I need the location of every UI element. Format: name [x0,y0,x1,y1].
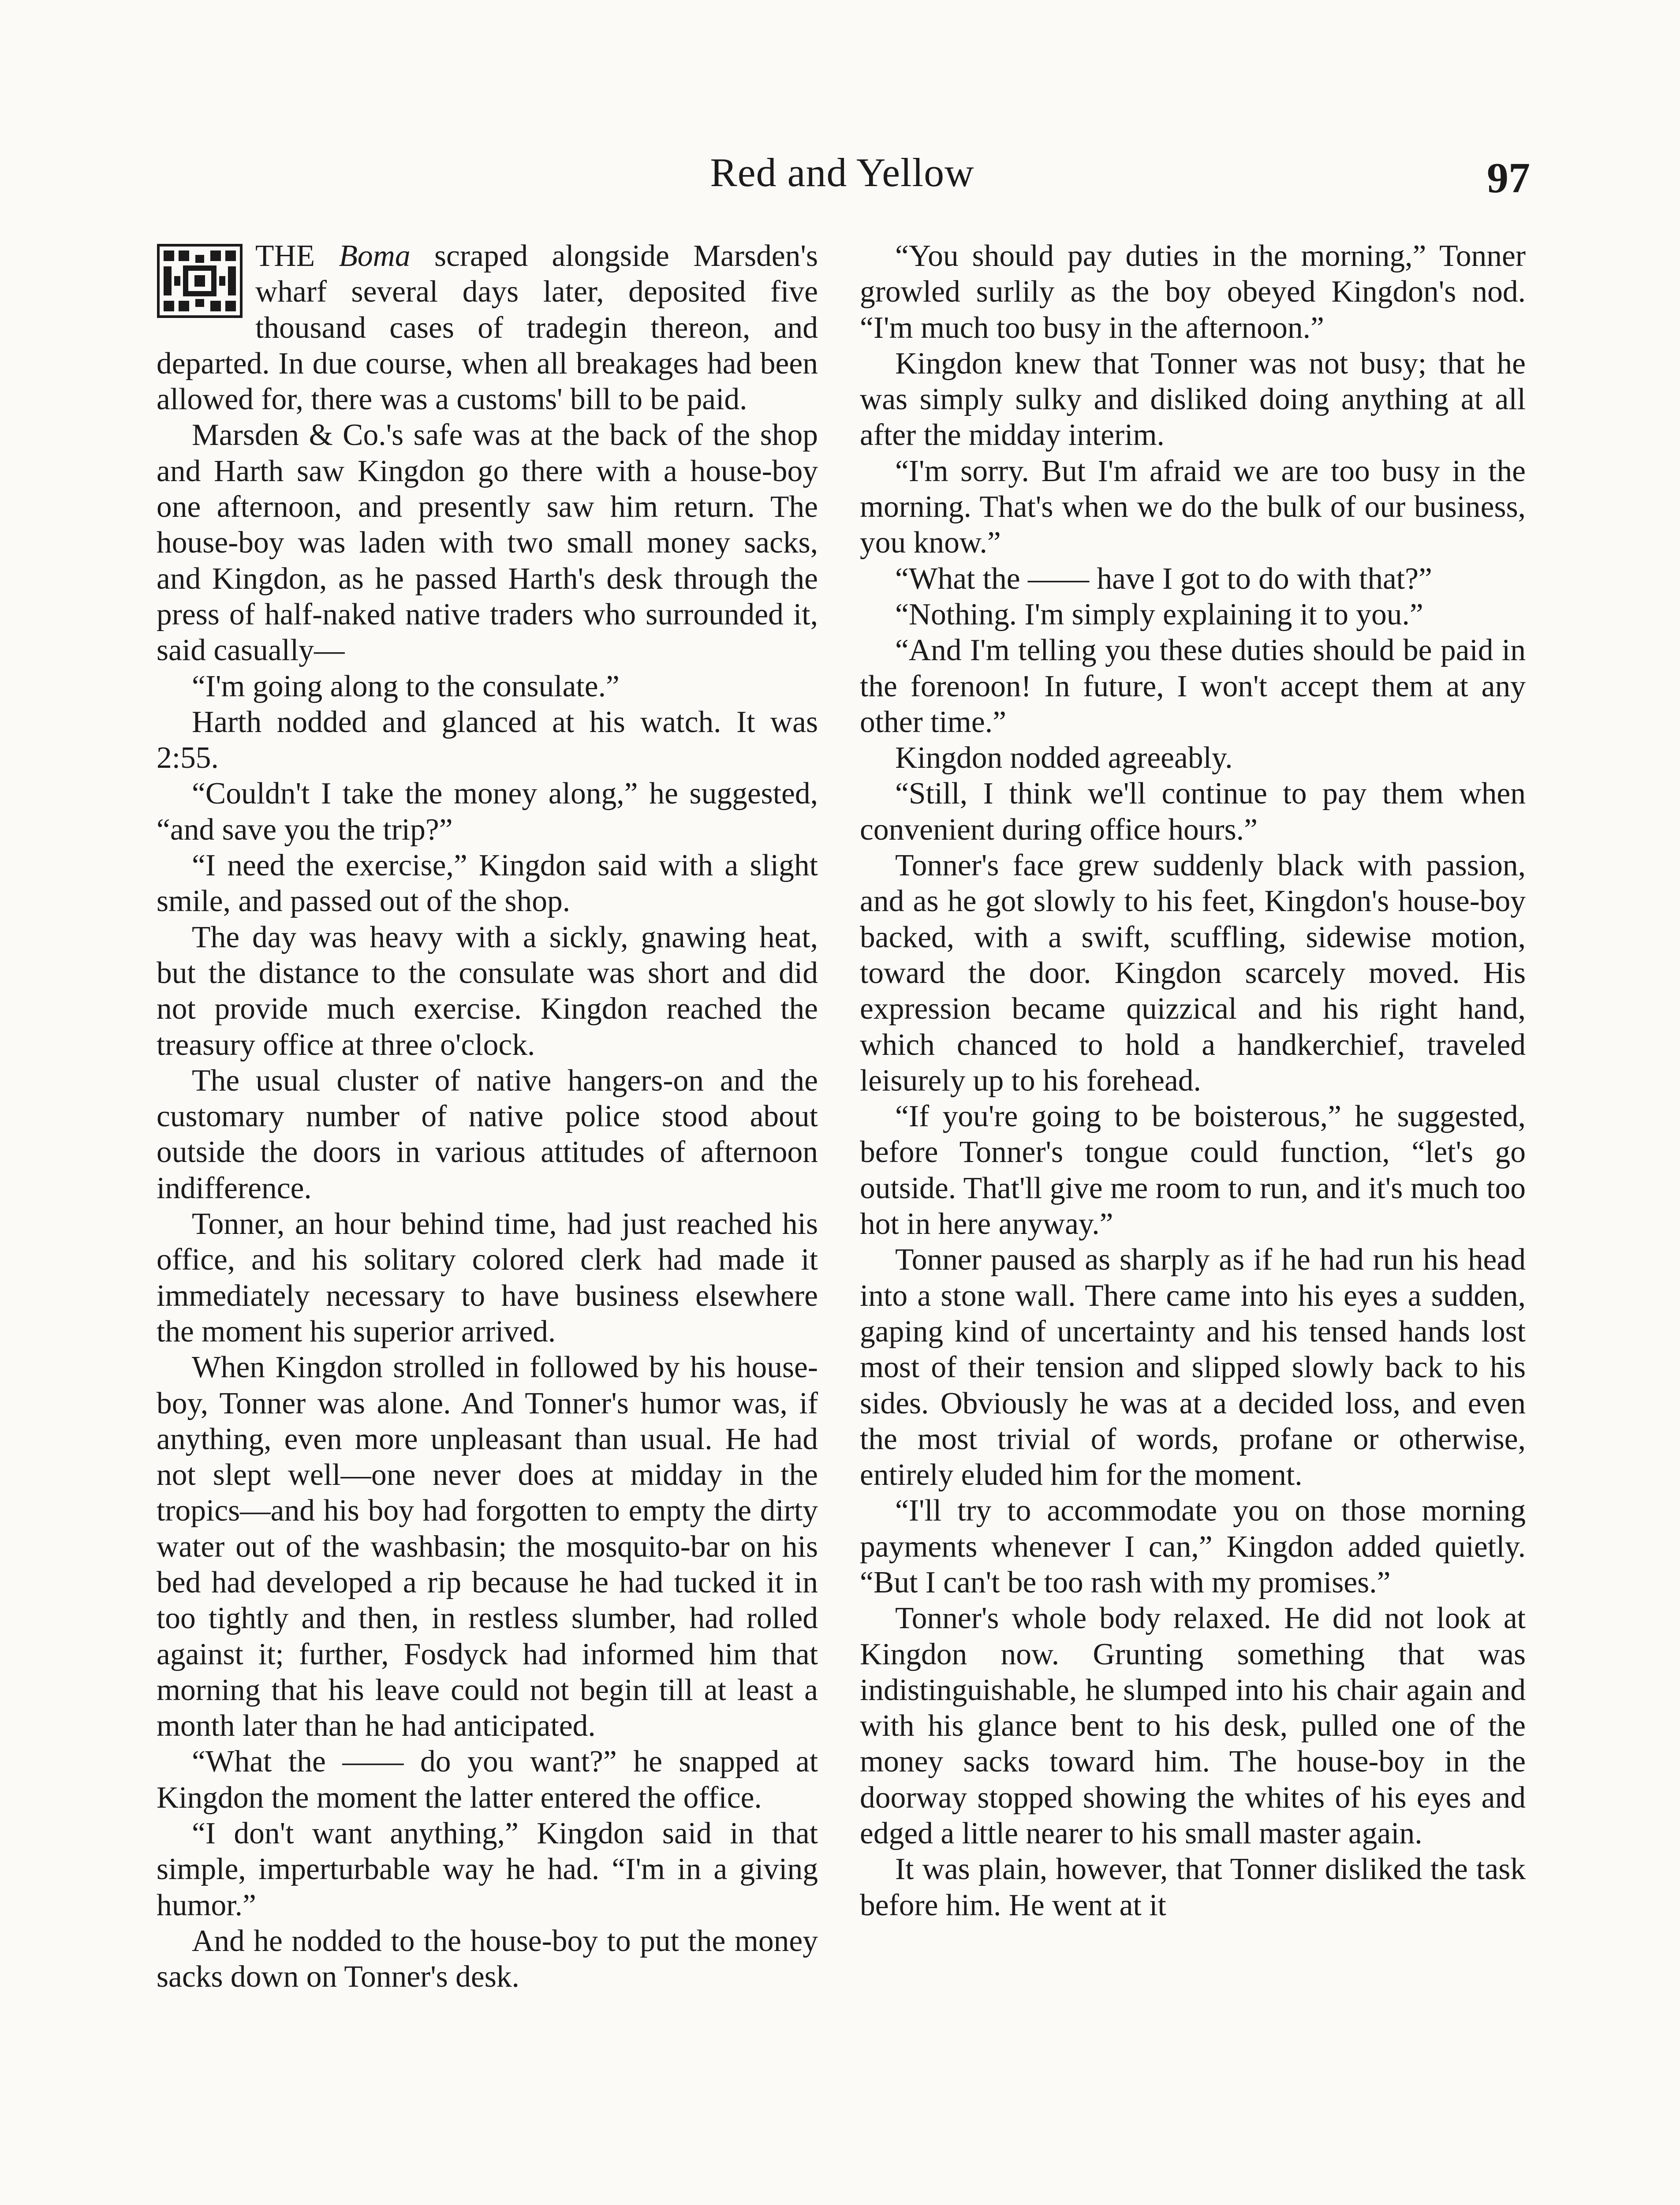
paragraph: “I'm sorry. But I'm afraid we are too busy in the morning. That's when we do the bulk of our business, you know.” [860,454,1526,560]
ship-name: Boma [339,239,411,273]
page-number: 97 [1487,154,1530,202]
paragraph: Marsden & Co.'s safe was at the back of the shop and Harth saw Kingdon go there with a house-boy one afternoon, and presently saw him return. The house-boy was laden with two small money sacks, and Kingdon, as he passed Harth's desk through the press of half-naked native traders who surrounded it, said casually— [157,418,818,668]
paragraph: When Kingdon strolled in followed by his house-boy, Tonner was alone. And Tonner's humor was, if anything, even more unpleasant than usual. He had not slept well—one never does at midday in the tropics—and his boy had forgotten to empty the dirty water out of the washbasin; the mosquito-bar on his bed had developed a rip because he had tucked it in too tightly and then, in restless slumber, had rolled against it; further, Fosdyck had informed him that morning that his leave could not begin till at least a month later than he had anticipated. [157,1350,818,1743]
decorative-initial-ornament [157,243,243,318]
right-column [860,238,1526,1923]
paragraph: “Nothing. I'm simply explaining it to you.” [895,597,1423,632]
running-title: Red and Yellow [710,150,974,195]
paragraph: Tonner's whole body relaxed. He did not look at Kingdon now. Grunting something that was indistinguishable, he slumped into his chair again and with his glance bent to his desk, pulled one of the money sacks toward him. The house-boy in the doorway stopped showing the whites of his eyes and edged a little nearer to his small master again. [860,1601,1526,1851]
paragraph: “Still, I think we'll continue to pay them when convenient during office hours.” [860,777,1526,847]
paragraph: “What the —— do you want?” he snapped at Kingdon the moment the latter entered the office. [157,1745,818,1815]
opening-text: scraped alongside Marsden's wharf several days later, deposited five thousand cases of tradegin thereon, and departed. In due course, when all breakages had been allowed for, there was a customs' bill to be paid. [157,239,818,417]
paragraph: “Couldn't I take the money along,” he suggested, “and save you the trip?” [157,777,818,847]
paragraph: The day was heavy with a sickly, gnawing heat, but the distance to the consulate was short and did not provide much exercise. Kingdon reached the treasury office at three o'clock. [157,920,818,1062]
running-head [154,141,1530,207]
paragraph: Harth nodded and glanced at his watch. It was 2:55. [157,705,818,775]
paragraph: Tonner's face grew suddenly black with passion, and as he got slowly to his feet, Kingdon's house-boy backed, with a swift, scuffling, sidewise motion, toward the door. Kingdon scarcely moved. His expression became quizzical and his right hand, which chanced to hold a handkerchief, traveled leisurely up to his forehead. [860,848,1526,1098]
paragraph: Kingdon knew that Tonner was not busy; that he was simply sulky and disliked doing anything at all after the midday interim. [860,346,1526,452]
paragraph: The usual cluster of native hangers-on and the customary number of native police stood about outside the doors in various attitudes of afternoon indifference. [157,1063,818,1205]
paragraph: Tonner paused as sharply as if he had run his head into a stone wall. There came into his eyes a sudden, gaping kind of uncertainty and his tensed hands lost most of their tension and slipped slowly back to his sides. Obviously he was at a decided loss, and even the most trivial of words, profane or otherwise, entirely eluded him for the moment. [860,1243,1526,1492]
paragraph: Kingdon nodded agreeably. [895,741,1233,775]
paragraph: “I'll try to accommodate you on those morning payments whenever I can,” Kingdon added quietly. “But I can't be too rash with my promises.” [860,1494,1526,1600]
paragraph: Tonner, an hour behind time, had just reached his office, and his solitary colored clerk had made it immediately necessary to have business elsewhere the moment his superior arrived. [157,1207,818,1349]
opening-paragraph [157,238,818,417]
paragraph: It was plain, however, that Tonner disliked the task before him. He went at it [860,1852,1526,1922]
paragraph: “And I'm telling you these duties should be paid in the forenoon! In future, I won't accept them at any other time.” [860,633,1526,739]
paragraph: “I need the exercise,” Kingdon said with a slight smile, and passed out of the shop. [157,848,818,919]
paragraph: “What the —— have I got to do with that?” [895,561,1432,596]
paragraph: “I don't want anything,” Kingdon said in that simple, imperturbable way he had. “I'm in a giving humor.” [157,1816,818,1922]
paragraph: And he nodded to the house-boy to put the money sacks down on Tonner's desk. [157,1924,818,1994]
opening-word: THE [255,239,315,273]
paragraph: “You should pay duties in the morning,” Tonner growled surlily as the boy obeyed Kingdon's nod. “I'm much too busy in the afternoon.” [860,239,1526,345]
paragraph: “I'm going along to the consulate.” [192,669,620,703]
paragraph: “If you're going to be boisterous,” he suggested, before Tonner's tongue could function, “let's go outside. That'll give me room to run, and it's much too hot in here anyway.” [860,1099,1526,1241]
left-column [157,238,818,1995]
